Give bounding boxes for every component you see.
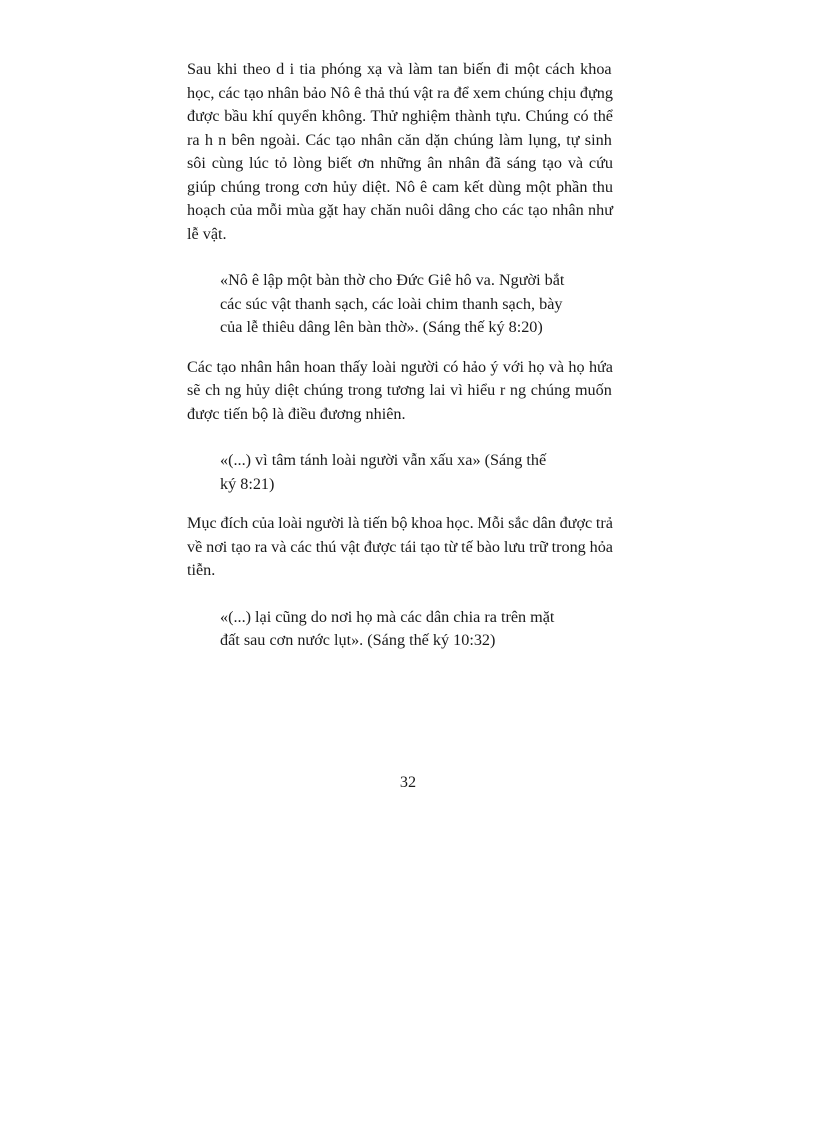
quote-line: «(...) lại cũng do nơi họ mà các dân chia ra trên mặt: [220, 607, 555, 626]
paragraph-line: học, các tạo nhân bảo Nô ê thả thú vật ra để xem chúng chịu đựng: [187, 83, 613, 102]
paragraph-2: [187, 356, 613, 427]
paragraph-line: sẽ ch ng hủy diệt chúng trong tương lai vì hiểu r ng chúng muốn: [187, 381, 612, 399]
quote-3: [187, 606, 567, 653]
quote-line: ký 8:21): [220, 474, 275, 493]
page-number: 32: [399, 773, 417, 791]
quote-1: [187, 269, 567, 340]
paragraph-line: được tiến bộ là điều đương nhiên.: [187, 404, 406, 423]
paragraph-line: Sau khi theo d i tia phóng xạ và làm tan biến đi một cách khoa: [187, 60, 612, 78]
paragraph-line: ra h n bên ngoài. Các tạo nhân căn dặn chúng làm lụng, tự sinh: [187, 130, 612, 149]
paragraph-line: tiễn.: [187, 561, 216, 579]
quote-2: [187, 449, 567, 496]
paragraph-line: giúp chúng trong cơn hủy diệt. Nô ê cam kết dùng một phần thu: [187, 177, 613, 196]
quote-line: «(...) vì tâm tánh loài người vẫn xấu xa» (Sáng thế: [220, 451, 547, 469]
paragraph-3: [187, 512, 613, 583]
paragraph-line: sôi cùng lúc tỏ lòng biết ơn những ân nhân đã sáng tạo và cứu: [187, 154, 613, 172]
paragraph-line: lễ vật.: [187, 224, 227, 243]
paragraph-line: Mục đích của loài người là tiến bộ khoa học. Mỗi sắc dân được trả: [187, 514, 613, 532]
quote-line: «Nô ê lập một bàn thờ cho Đức Giê hô va. Người bắt: [220, 271, 565, 289]
quote-line: các súc vật thanh sạch, các loài chim thanh sạch, bày: [220, 294, 563, 313]
paragraph-line: hoạch của mỗi mùa gặt hay chăn nuôi dâng cho các tạo nhân như: [187, 201, 613, 219]
paragraph-1: [187, 58, 613, 246]
paragraph-line: Các tạo nhân hân hoan thấy loài người có hảo ý với họ và họ hứa: [187, 357, 613, 376]
page-body: [187, 58, 613, 653]
quote-line: đất sau cơn nước lụt». (Sáng thế ký 10:32): [220, 631, 496, 649]
paragraph-line: được bầu khí quyển không. Thử nghiệm thành tựu. Chúng có thể: [187, 107, 613, 125]
paragraph-line: về nơi tạo ra và các thú vật được tái tạo từ tế bào lưu trữ trong hỏa: [187, 537, 613, 556]
quote-line: của lễ thiêu dâng lên bàn thờ». (Sáng thế ký 8:20): [220, 318, 543, 336]
